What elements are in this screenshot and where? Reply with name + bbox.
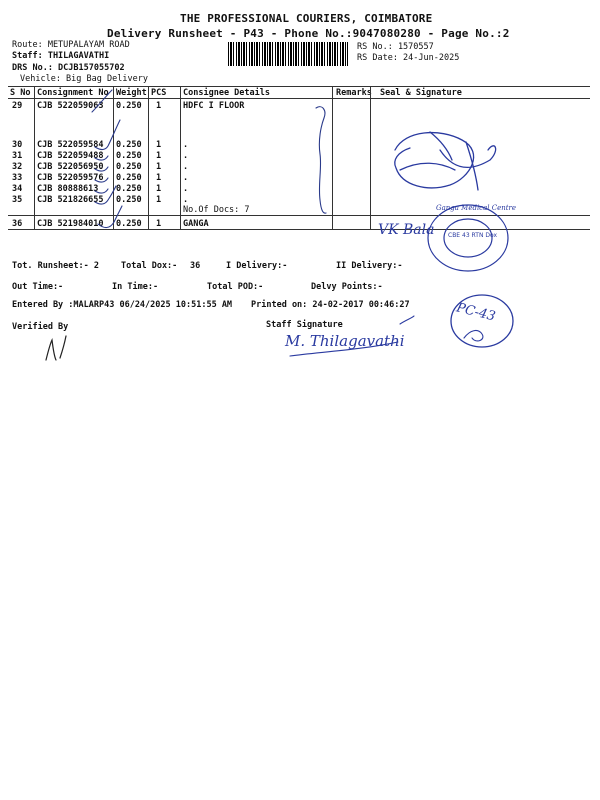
row-consignment: CJB 522059584 — [37, 140, 104, 150]
no-of-docs: No.Of Docs: 7 — [183, 205, 250, 215]
rs-number: RS No.: 1570557 — [357, 42, 434, 52]
row-consignee: . — [183, 195, 189, 205]
row-sno: 34 — [12, 184, 23, 194]
ganga-stamp-text: Ganga Medical Centre — [436, 204, 517, 212]
ganga-stamp-subtext: CBE 43 RTN Dox — [448, 232, 497, 239]
row-consignee: . — [183, 151, 189, 161]
row-weight: 0.250 — [116, 101, 142, 111]
row-pcs: 1 — [156, 162, 162, 172]
tot-runsheet: Tot. Runsheet:- 2 — [12, 261, 99, 271]
row-consignment: CJB 521984010 — [37, 219, 104, 229]
col-header-consignee: Consignee Details — [183, 88, 270, 98]
staff-label: Staff: THILAGAVATHI — [12, 51, 110, 61]
ii-delivery: II Delivery:- — [336, 261, 403, 271]
verified-by-label: Verified By — [12, 322, 69, 332]
out-time: Out Time:- — [12, 282, 64, 292]
row-consignment: CJB 522056950 — [37, 162, 104, 172]
total-dox-label: Total Dox:- — [121, 261, 178, 271]
row-weight: 0.250 — [116, 140, 142, 150]
row-consignment: CJB 522059576 — [37, 173, 104, 183]
row-consignee: GANGA — [183, 219, 209, 229]
total-pod: Total POD:- — [207, 282, 264, 292]
row-consignment: CJB 522059488 — [37, 151, 104, 161]
row-consignment: CJB 521826655 — [37, 195, 104, 205]
row-consignee: . — [183, 184, 189, 194]
delvy-points: Delvy Points:- — [311, 282, 383, 292]
total-dox-value: 36 — [190, 261, 201, 271]
row-pcs: 1 — [156, 101, 162, 111]
col-header-seal: Seal & Signature — [380, 88, 462, 98]
row-pcs: 1 — [156, 140, 162, 150]
in-time: In Time:- — [112, 282, 159, 292]
staff-signature: M. Thilagavathi — [285, 332, 405, 350]
printed-on: Printed on: 24-02-2017 00:46:27 — [251, 300, 410, 310]
row-weight: 0.250 — [116, 173, 142, 183]
route-label: Route: METUPALAYAM ROAD — [12, 40, 130, 50]
row-consignee: . — [183, 173, 189, 183]
row-consignment: CJB 522059063 — [37, 101, 104, 111]
staff-signature-underline — [280, 312, 420, 362]
row-consignee: . — [183, 162, 189, 172]
row-sno: 32 — [12, 162, 23, 172]
col-header-weight: Weight — [116, 88, 147, 98]
row-sno: 36 — [12, 219, 23, 229]
row-pcs: 1 — [156, 173, 162, 183]
row-pcs: 1 — [156, 219, 162, 229]
row-sno: 30 — [12, 140, 23, 150]
verified-signature — [40, 330, 80, 370]
entered-by: Entered By :MALARP43 06/24/2025 10:51:55 AM — [12, 300, 233, 310]
runsheet-title: Delivery Runsheet - P43 - Phone No.:9047080280 - Page No.:2 — [107, 27, 510, 40]
row-sno: 31 — [12, 151, 23, 161]
vk-signature: VK Bala — [378, 222, 435, 238]
rs-date: RS Date: 24-Jun-2025 — [357, 53, 460, 63]
pc43-stamp-text: PC-43 — [454, 300, 497, 325]
row-consignment: CJB 80888613 — [37, 184, 99, 194]
row-weight: 0.250 — [116, 151, 142, 161]
row-sno: 35 — [12, 195, 23, 205]
row-weight: 0.250 — [116, 184, 142, 194]
row-sno: 29 — [12, 101, 23, 111]
staff-signature-label: Staff Signature — [266, 320, 343, 330]
row-consignee: . — [183, 140, 189, 150]
row-pcs: 1 — [156, 184, 162, 194]
vehicle-label: Vehicle: Big Bag Delivery — [20, 74, 148, 84]
col-header-sno: S No — [10, 88, 31, 98]
row-weight: 0.250 — [116, 162, 142, 172]
row-pcs: 1 — [156, 151, 162, 161]
col-header-remarks: Remarks — [336, 88, 372, 98]
drs-number: DRS No.: DCJB157055702 — [12, 63, 125, 73]
company-title: THE PROFESSIONAL COURIERS, COIMBATORE — [180, 12, 433, 25]
row-sno: 33 — [12, 173, 23, 183]
row-weight: 0.250 — [116, 195, 142, 205]
row-consignee: HDFC I FLOOR — [183, 101, 245, 111]
row-weight: 0.250 — [116, 219, 142, 229]
col-header-consignment: Consignment No — [37, 88, 109, 98]
i-delivery: I Delivery:- — [226, 261, 288, 271]
col-header-pcs: PCS — [151, 88, 167, 98]
row-pcs: 1 — [156, 195, 162, 205]
